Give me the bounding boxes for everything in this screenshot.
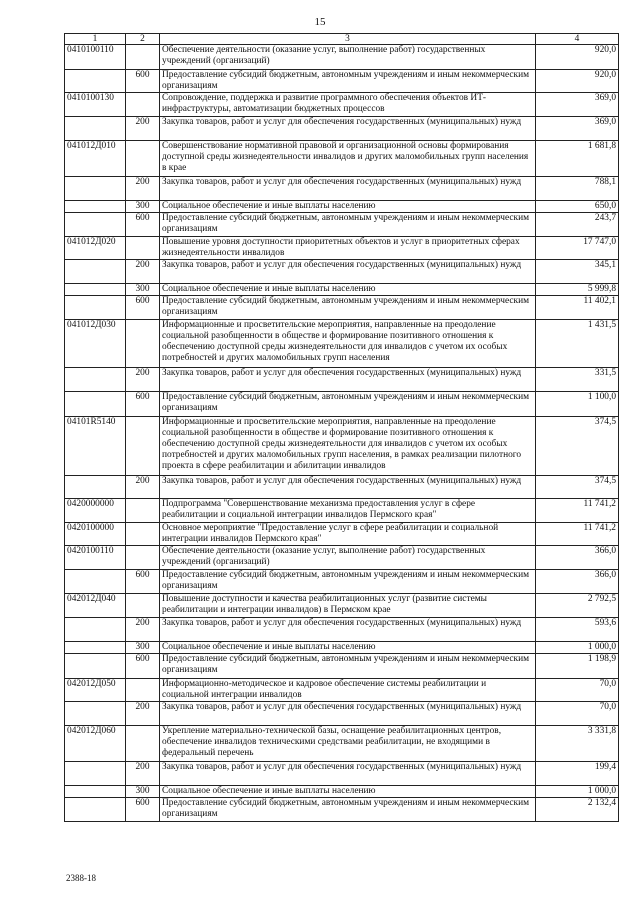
header-col-4: 4 — [536, 34, 619, 45]
code-cell: 0420100110 — [65, 546, 126, 570]
code-cell: 0420100000 — [65, 523, 126, 546]
amount-cell: 11 741,2 — [536, 499, 619, 523]
code-cell — [65, 786, 126, 798]
table-row — [65, 679, 619, 702]
code-cell — [65, 798, 126, 822]
header-col-2: 2 — [126, 34, 160, 45]
amount-cell: 3 331,8 — [536, 726, 619, 762]
amount-cell: 369,0 — [536, 93, 619, 117]
expense-type-cell — [126, 45, 160, 70]
table-row — [65, 70, 619, 93]
expense-type-cell — [126, 499, 160, 523]
description-cell: Закупка товаров, работ и услуг для обеспечения государственных (муниципальных) нужд — [160, 476, 536, 499]
code-cell — [65, 642, 126, 654]
expense-type-cell — [126, 523, 160, 546]
code-cell: 041012Д010 — [65, 141, 126, 177]
amount-cell: 593,6 — [536, 618, 619, 642]
table-row — [65, 786, 619, 798]
amount-cell: 1 681,8 — [536, 141, 619, 177]
expense-type-cell: 200 — [126, 702, 160, 726]
amount-cell: 1 000,0 — [536, 786, 619, 798]
expense-type-cell: 300 — [126, 642, 160, 654]
expense-type-cell — [126, 546, 160, 570]
description-cell: Подпрограмма "Совершенствование механизма предоставления услуг в сфере реабилитации и социальной интеграции инвалидов Пермского края" — [160, 499, 536, 523]
header-col-1: 1 — [65, 34, 126, 45]
description-cell: Совершенствование нормативной правовой и организационной основы формирования доступной среды жизнедеятельности инвалидов и других маломобильных групп населения в крае — [160, 141, 536, 177]
amount-cell: 11 741,2 — [536, 523, 619, 546]
description-cell: Социальное обеспечение и иные выплаты населению — [160, 284, 536, 296]
code-cell — [65, 368, 126, 392]
expense-type-cell — [126, 320, 160, 368]
description-cell: Закупка товаров, работ и услуг для обеспечения государственных (муниципальных) нужд — [160, 368, 536, 392]
expense-type-cell: 200 — [126, 117, 160, 141]
amount-cell: 920,0 — [536, 70, 619, 93]
expense-type-cell: 600 — [126, 296, 160, 320]
amount-cell: 1 100,0 — [536, 392, 619, 417]
expense-type-cell: 300 — [126, 201, 160, 213]
code-cell — [65, 762, 126, 786]
code-cell — [65, 570, 126, 594]
description-cell: Информационно-методическое и кадровое обеспечение системы реабилитации и социальной интеграции инвалидов — [160, 679, 536, 702]
description-cell: Повышение уровня доступности приоритетных объектов и услуг в приоритетных сферах жизнедеятельности инвалидов — [160, 237, 536, 260]
amount-cell: 17 747,0 — [536, 237, 619, 260]
amount-cell: 5 999,8 — [536, 284, 619, 296]
code-cell: 041012Д030 — [65, 320, 126, 368]
footer-code: 2388-18 — [66, 873, 96, 883]
code-cell — [65, 70, 126, 93]
expense-type-cell — [126, 237, 160, 260]
expense-type-cell — [126, 417, 160, 476]
table-row — [65, 798, 619, 822]
expense-type-cell — [126, 594, 160, 618]
table-row — [65, 237, 619, 260]
code-cell: 0420000000 — [65, 499, 126, 523]
header-col-3: 3 — [160, 34, 536, 45]
code-cell — [65, 260, 126, 284]
amount-cell: 1 198,9 — [536, 654, 619, 679]
code-cell: 0410100110 — [65, 45, 126, 70]
table-row — [65, 594, 619, 618]
table-row — [65, 654, 619, 679]
description-cell: Социальное обеспечение и иные выплаты населению — [160, 642, 536, 654]
expense-type-cell: 200 — [126, 762, 160, 786]
amount-cell: 1 000,0 — [536, 642, 619, 654]
expense-type-cell: 200 — [126, 618, 160, 642]
expense-type-cell — [126, 93, 160, 117]
table-row — [65, 726, 619, 762]
description-cell: Социальное обеспечение и иные выплаты населению — [160, 201, 536, 213]
table-row — [65, 296, 619, 320]
amount-cell: 374,5 — [536, 476, 619, 499]
description-cell: Предоставление субсидий бюджетным, автономным учреждениям и иным некоммерческим организациям — [160, 392, 536, 417]
description-cell: Закупка товаров, работ и услуг для обеспечения государственных (муниципальных) нужд — [160, 702, 536, 726]
description-cell: Закупка товаров, работ и услуг для обеспечения государственных (муниципальных) нужд — [160, 618, 536, 642]
description-cell: Закупка товаров, работ и услуг для обеспечения государственных (муниципальных) нужд — [160, 260, 536, 284]
amount-cell: 11 402,1 — [536, 296, 619, 320]
code-cell — [65, 392, 126, 417]
code-cell: 042012Д050 — [65, 679, 126, 702]
table-row — [65, 320, 619, 368]
table-row — [65, 201, 619, 213]
budget-table — [64, 33, 619, 822]
table-row — [65, 93, 619, 117]
expense-type-cell: 600 — [126, 798, 160, 822]
table-row — [65, 499, 619, 523]
description-cell: Обеспечение деятельности (оказание услуг, выполнение работ) государственных учреждений (организаций) — [160, 546, 536, 570]
code-cell — [65, 618, 126, 642]
table-row — [65, 618, 619, 642]
amount-cell: 369,0 — [536, 117, 619, 141]
code-cell: 04101R5140 — [65, 417, 126, 476]
description-cell: Закупка товаров, работ и услуг для обеспечения государственных (муниципальных) нужд — [160, 177, 536, 201]
table-row — [65, 45, 619, 70]
code-cell: 0410100130 — [65, 93, 126, 117]
table-body — [65, 45, 619, 822]
table-row — [65, 177, 619, 201]
expense-type-cell: 300 — [126, 786, 160, 798]
code-cell — [65, 177, 126, 201]
expense-type-cell: 200 — [126, 368, 160, 392]
amount-cell: 199,4 — [536, 762, 619, 786]
expense-type-cell: 600 — [126, 570, 160, 594]
expense-type-cell — [126, 726, 160, 762]
table-row — [65, 642, 619, 654]
amount-cell: 70,0 — [536, 679, 619, 702]
description-cell: Предоставление субсидий бюджетным, автономным учреждениям и иным некоммерческим организациям — [160, 70, 536, 93]
table-row — [65, 417, 619, 476]
amount-cell: 366,0 — [536, 570, 619, 594]
code-cell: 042012Д040 — [65, 594, 126, 618]
code-cell — [65, 284, 126, 296]
amount-cell: 331,5 — [536, 368, 619, 392]
code-cell: 041012Д020 — [65, 237, 126, 260]
expense-type-cell: 600 — [126, 392, 160, 417]
expense-type-cell — [126, 679, 160, 702]
description-cell: Социальное обеспечение и иные выплаты населению — [160, 786, 536, 798]
code-cell — [65, 201, 126, 213]
code-cell — [65, 213, 126, 237]
table-row — [65, 141, 619, 177]
amount-cell: 788,1 — [536, 177, 619, 201]
description-cell: Предоставление субсидий бюджетным, автономным учреждениям и иным некоммерческим организациям — [160, 296, 536, 320]
table-row — [65, 284, 619, 296]
table-row — [65, 762, 619, 786]
amount-cell: 1 431,5 — [536, 320, 619, 368]
table-row — [65, 476, 619, 499]
description-cell: Предоставление субсидий бюджетным, автономным учреждениям и иным некоммерческим организациям — [160, 798, 536, 822]
expense-type-cell: 600 — [126, 213, 160, 237]
page-number: 15 — [314, 16, 326, 28]
description-cell: Основное мероприятие "Предоставление услуг в сфере реабилитации и социальной интеграции инвалидов Пермского края" — [160, 523, 536, 546]
table-row — [65, 702, 619, 726]
amount-cell: 920,0 — [536, 45, 619, 70]
description-cell: Предоставление субсидий бюджетным, автономным учреждениям и иным некоммерческим организациям — [160, 654, 536, 679]
description-cell: Сопровождение, поддержка и развитие программного обеспечения объектов ИТ-инфраструктуры, автоматизации бюджетных процессов — [160, 93, 536, 117]
code-cell — [65, 117, 126, 141]
amount-cell: 374,5 — [536, 417, 619, 476]
amount-cell: 70,0 — [536, 702, 619, 726]
table-row — [65, 392, 619, 417]
expense-type-cell — [126, 141, 160, 177]
code-cell — [65, 476, 126, 499]
table-header-row — [65, 34, 619, 45]
amount-cell: 650,0 — [536, 201, 619, 213]
expense-type-cell: 300 — [126, 284, 160, 296]
code-cell — [65, 702, 126, 726]
amount-cell: 345,1 — [536, 260, 619, 284]
code-cell — [65, 296, 126, 320]
amount-cell: 366,0 — [536, 546, 619, 570]
amount-cell: 2 132,4 — [536, 798, 619, 822]
table-row — [65, 368, 619, 392]
expense-type-cell: 200 — [126, 177, 160, 201]
description-cell: Обеспечение деятельности (оказание услуг, выполнение работ) государственных учреждений (организаций) — [160, 45, 536, 70]
description-cell: Закупка товаров, работ и услуг для обеспечения государственных (муниципальных) нужд — [160, 117, 536, 141]
table-row — [65, 260, 619, 284]
description-cell: Закупка товаров, работ и услуг для обеспечения государственных (муниципальных) нужд — [160, 762, 536, 786]
table-row — [65, 117, 619, 141]
table-row — [65, 546, 619, 570]
expense-type-cell: 600 — [126, 70, 160, 93]
description-cell: Предоставление субсидий бюджетным, автономным учреждениям и иным некоммерческим организациям — [160, 213, 536, 237]
description-cell: Повышение доступности и качества реабилитационных услуг (развитие системы реабилитации и интеграции инвалидов) в Пермском крае — [160, 594, 536, 618]
expense-type-cell: 600 — [126, 654, 160, 679]
description-cell: Укрепление материально-технической базы, оснащение реабилитационных центров, обеспечение инвалидов техническими средствами реабилитации, не входящими в федеральный перечень — [160, 726, 536, 762]
expense-type-cell: 200 — [126, 260, 160, 284]
table-row — [65, 570, 619, 594]
description-cell: Предоставление субсидий бюджетным, автономным учреждениям и иным некоммерческим организациям — [160, 570, 536, 594]
code-cell — [65, 654, 126, 679]
table-row — [65, 213, 619, 237]
amount-cell: 243,7 — [536, 213, 619, 237]
expense-type-cell: 200 — [126, 476, 160, 499]
amount-cell: 2 792,5 — [536, 594, 619, 618]
table-row — [65, 523, 619, 546]
description-cell: Информационные и просветительские мероприятия, направленные на преодоление социальной разобщенности в обществе и формирование позитивного отношения к обеспечению доступной среды жизнедеятельности для инвалидов с учетом их особых потребностей и других маломобильных групп населения, в рамках реализации пилотного проекта в сфере реабилитации и абилитации инвалидов — [160, 417, 536, 476]
description-cell: Информационные и просветительские мероприятия, направленные на преодоление социальной разобщенности в обществе и формирование позитивного отношения к обеспечению доступной среды жизнедеятельности для инвалидов с учетом их особых потребностей и других маломобильных групп населения — [160, 320, 536, 368]
code-cell: 042012Д060 — [65, 726, 126, 762]
